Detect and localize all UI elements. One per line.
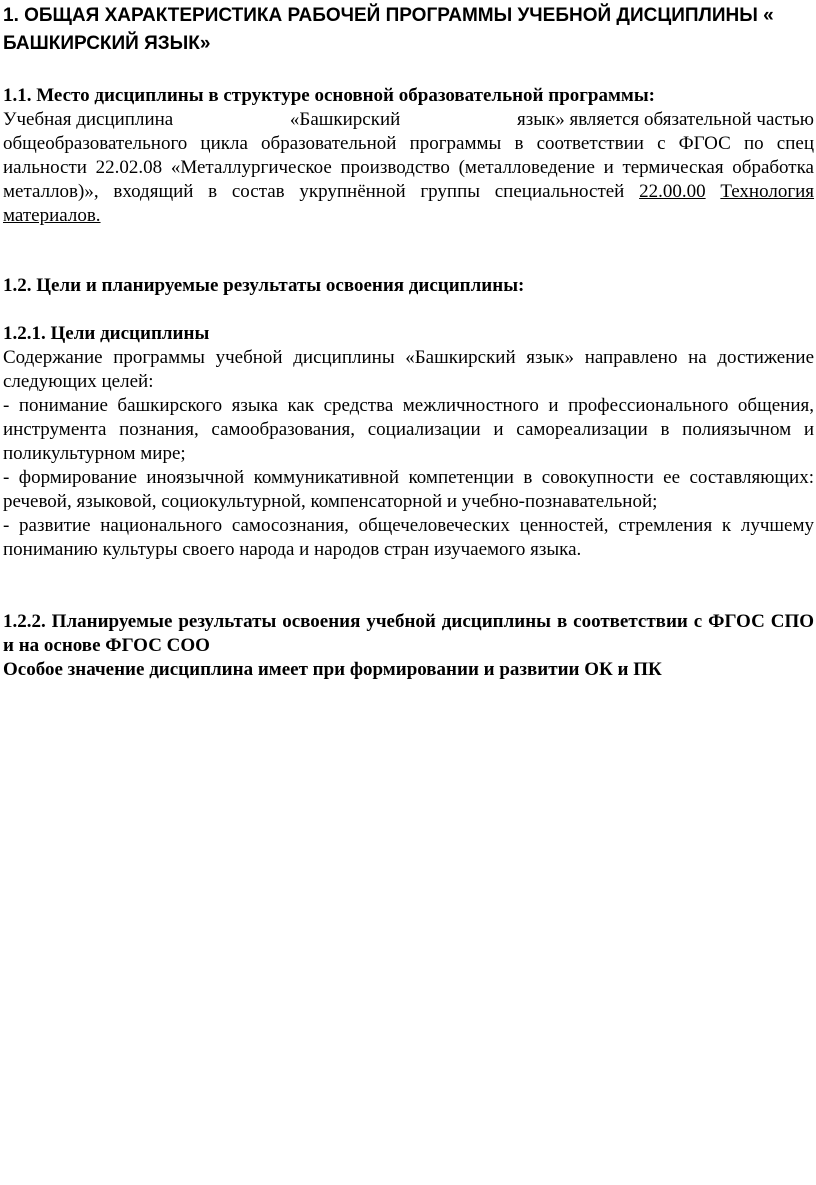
section-1-2-2-heading: 1.2.2. Планируемые результаты освоения учебной дисциплины в соответствии с ФГОС СПО и на основе ФГОС СОО	[3, 611, 814, 656]
goal-item-3: - развитие национального самосознания, общечеловеческих ценностей, стремления к лучшему пониманию культуры своего народа и народов стран изучаемого языка.	[3, 515, 814, 560]
section-1-2-heading: 1.2. Цели и планируемые результаты освоения дисциплины:	[3, 275, 525, 296]
goal-item-1: - понимание башкирского языка как средства межличностного и профессионального общения, инструмента познания, самообразования, социализации и самореализации в полиязычном и поликультурном мире;	[3, 395, 814, 464]
document-title: 1. ОБЩАЯ ХАРАКТЕРИСТИКА РАБОЧЕЙ ПРОГРАММЫ УЧЕБНОЙ ДИСЦИПЛИНЫ « БАШКИРСКИЙ ЯЗЫК»	[3, 5, 774, 54]
first-line-part-a: Учебная дисциплина	[3, 109, 174, 130]
first-line-part-c: язык» является обязательной частью	[516, 109, 814, 130]
first-line-part-b: «Башкирский	[289, 109, 401, 130]
goal-item-2: - формирование иноязычной коммуникативной компетенции в совокупности ее составляющих: речевой, языковой, социокультурной, компенсаторной и учебно-познавательной;	[3, 467, 814, 512]
section-1-2-1-heading: 1.2.1. Цели дисциплины	[3, 323, 210, 344]
section-1-1-text	[3, 132, 814, 228]
goals-intro: Содержание программы учебной дисциплины «Башкирский язык» направлено на достижение следующих целей:	[3, 347, 814, 392]
section-1-1-heading: 1.1. Место дисциплины в структуре основной образовательной программы:	[3, 85, 656, 106]
section-1-2	[3, 274, 814, 298]
section-1-2-2	[3, 610, 814, 682]
specialty-group-name: Технология материалов.	[3, 181, 815, 226]
section-1-1-first-line	[3, 108, 814, 132]
section-1-2-2-note: Особое значение дисциплина имеет при формировании и развитии ОК и ПК	[3, 659, 662, 680]
section-1-2-1	[3, 322, 814, 562]
section-1-1	[3, 84, 814, 228]
specialty-group-code: 22.00.00	[639, 181, 706, 202]
section-1-1-body: общеобразовательного цикла образовательной программы в соответствии с ФГОС по спец иальности 22.02.08 «Металлургическое производство (металловедение и термическая обработка металлов)», входящий в состав укрупнённой группы специальностей	[3, 133, 814, 202]
